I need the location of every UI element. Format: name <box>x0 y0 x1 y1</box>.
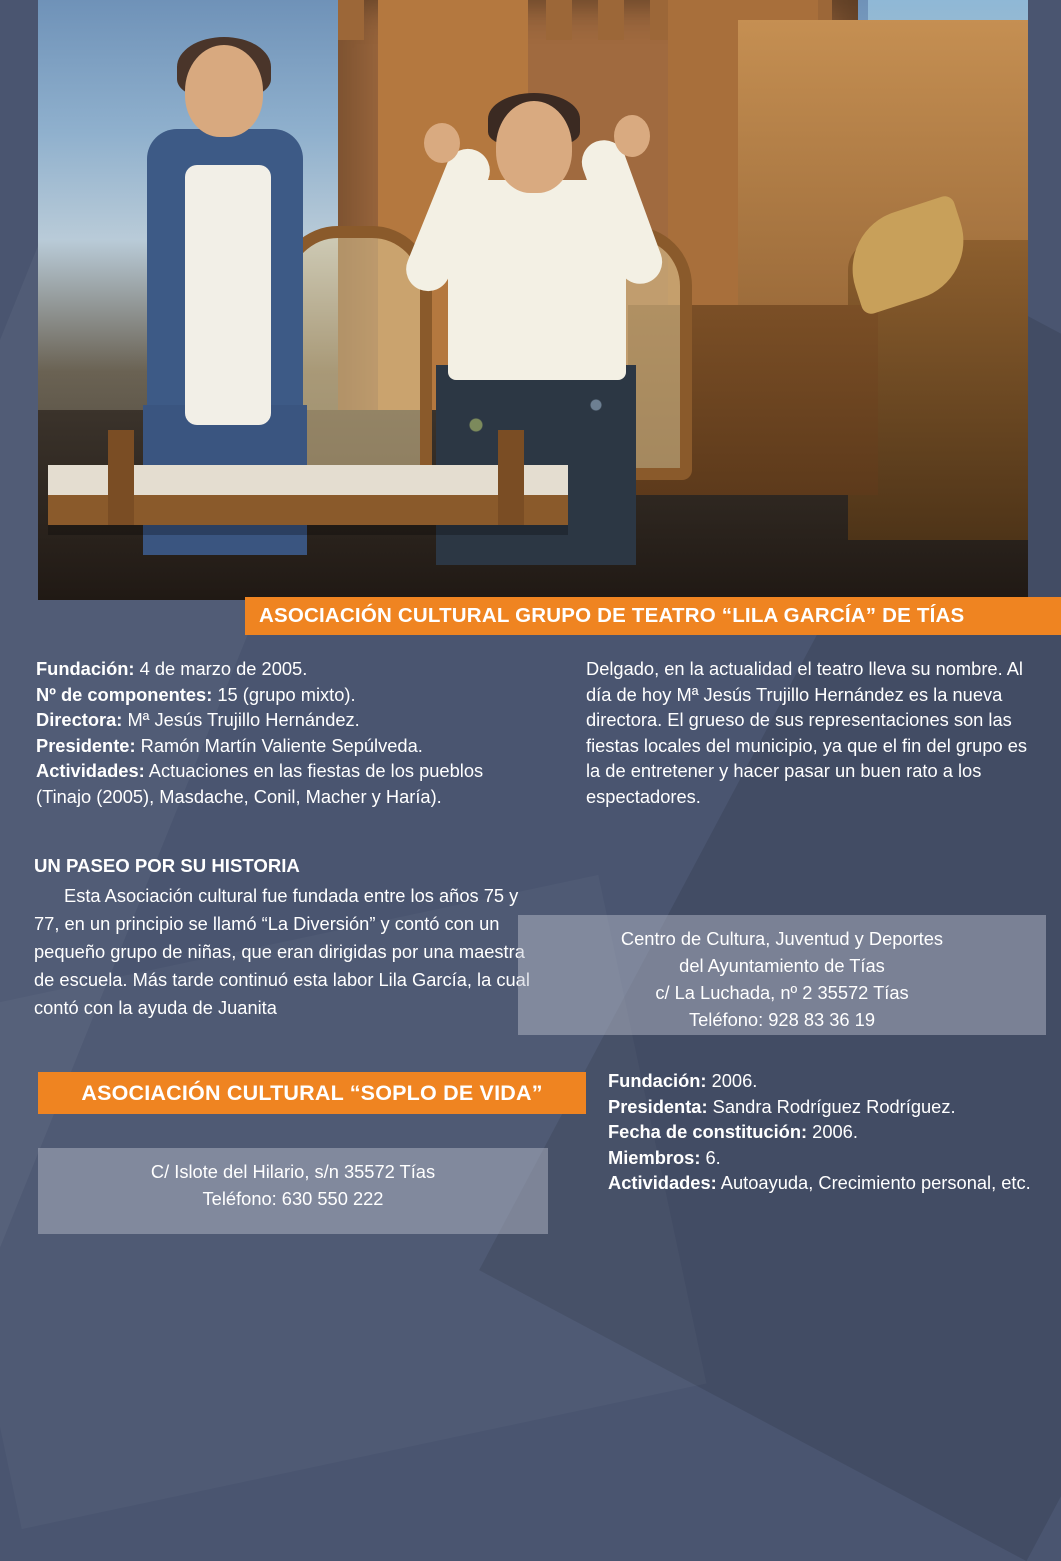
fact-fundacion <box>608 1068 1048 1094</box>
actress-hand-right <box>614 115 650 157</box>
theatre-history-continuation: Delgado, en la actualidad el teatro lleva su nombre. Al día de hoy Mª Jesús Trujillo Hernández es la nueva directora. El grueso de sus representaciones son las fiestas locales del municipio, ya que el fin del grupo es la de entretener y hacer pasar un buen rato a los espectadores. <box>586 658 1028 807</box>
table-leg-left <box>108 430 134 525</box>
fact-value: Sandra Rodríguez Rodríguez. <box>707 1095 956 1117</box>
actress-hand-left <box>424 123 460 163</box>
address-phone: Teléfono: 630 550 222 <box>202 1188 384 1209</box>
table-leg-right <box>498 430 524 525</box>
fact-label: Directora: <box>36 709 123 730</box>
fact-value: Actuaciones en las fiestas de los pueblos (Tinajo (2005), Masdache, Conil, Macher y Haría). <box>36 760 484 807</box>
theatre-facts-list <box>36 656 516 809</box>
fact-label: Presidenta: <box>608 1095 708 1117</box>
fact-label: Fecha de constitución: <box>608 1121 808 1142</box>
fact-fundacion <box>36 656 516 682</box>
soplo-address-box <box>38 1148 548 1234</box>
actress-apron <box>185 165 271 425</box>
fact-label: Fundación: <box>608 1070 707 1091</box>
fact-label: Nº de componentes: <box>36 683 213 705</box>
soplo-section-title: ASOCIACIÓN CULTURAL “SOPLO DE VIDA” <box>38 1072 586 1114</box>
soplo-facts-list <box>608 1068 1048 1196</box>
address-phone: Teléfono: 928 83 36 19 <box>688 1009 876 1030</box>
actress-blouse <box>448 180 626 380</box>
fact-componentes <box>36 682 516 708</box>
fact-miembros <box>608 1145 1048 1171</box>
address-line-1: Centro de Cultura, Juventud y Deportes <box>620 928 944 949</box>
fact-label: Actividades: <box>36 760 145 781</box>
actress-head <box>185 45 263 137</box>
fact-label: Actividades: <box>608 1172 717 1193</box>
fact-label: Presidente: <box>36 734 136 756</box>
fact-presidente <box>36 733 516 759</box>
fact-value: 15 (grupo mixto). <box>212 683 356 705</box>
fact-value: 6. <box>700 1146 721 1168</box>
fact-value: 2006. <box>807 1121 858 1142</box>
fact-presidenta <box>608 1094 1048 1120</box>
actress-head <box>496 101 572 193</box>
fact-value: Ramón Martín Valiente Sepúlveda. <box>135 734 423 756</box>
fact-actividades <box>36 758 516 809</box>
history-body: Esta Asociación cultural fue fundada entre los años 75 y 77, en un principio se llamó “La Diversión” y contó con un pequeño grupo de niñas, que eran dirigidas por una maestra de escuela. Más tarde continuó esta labor Lila García, la cual contó con la ayuda de Juanita <box>34 885 530 1018</box>
theatre-photo <box>38 0 1028 600</box>
fact-value: 2006. <box>706 1070 758 1091</box>
fact-value: 4 de marzo de 2005. <box>134 658 308 679</box>
fact-label: Fundación: <box>36 658 135 679</box>
fact-actividades <box>608 1170 1048 1196</box>
fact-label: Miembros: <box>608 1146 701 1168</box>
address-line-1: C/ Islote del Hilario, s/n 35572 Tías <box>150 1161 436 1182</box>
theatre-section-title: ASOCIACIÓN CULTURAL GRUPO DE TEATRO “LILA GARCÍA” DE TÍAS <box>245 597 1061 635</box>
table-prop <box>48 495 568 525</box>
fact-value: Mª Jesús Trujillo Hernández. <box>122 709 360 730</box>
fact-directora <box>36 707 516 733</box>
theatre-address-box <box>518 915 1046 1035</box>
history-heading: UN PASEO POR SU HISTORIA <box>34 855 300 876</box>
fact-value: Autoayuda, Crecimiento personal, etc. <box>716 1172 1031 1193</box>
address-line-2: del Ayuntamiento de Tías <box>679 955 885 976</box>
fact-fecha-constitucion <box>608 1119 1048 1145</box>
address-line-3: c/ La Luchada, nº 2 35572 Tías <box>655 982 909 1003</box>
